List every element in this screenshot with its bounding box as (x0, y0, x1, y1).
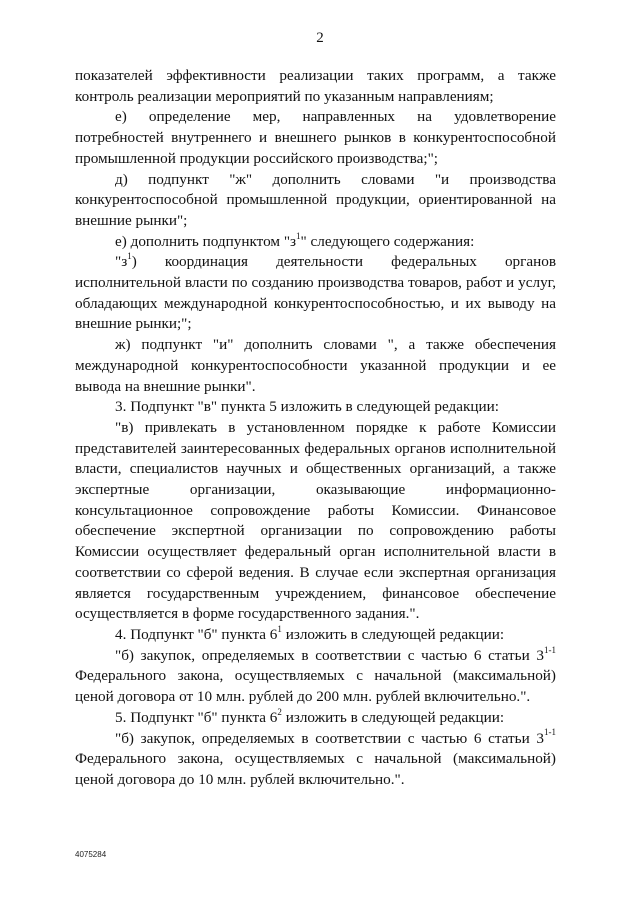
paragraph: "в) привлекать в установленном порядке к работе Комиссии представителей заинтересованных федеральных органов исполнительной власти, специалистов научных и общественных организаций, а также экспертные организации, оказывающие информационно-консультационное сопровождение работы Комиссии. Финансовое обеспечение экспертной организации по сопровождению работы Комиссии осуществляет федеральный орган исполнительной власти в соответствии со сферой ведения. В случае если экспертная организация является государственным учреждением, финансовое обеспечение осуществляется в форме государственного задания.". (75, 418, 556, 623)
page-number: 2 (316, 30, 324, 46)
text-run: "б) закупок, определяемых в соответствии с частью 6 статьи 3 (115, 646, 544, 664)
superscript: 1-1 (544, 644, 556, 655)
paragraph (75, 232, 556, 253)
text-run: " следующего содержания: (300, 232, 475, 250)
superscript: 2 (277, 706, 282, 717)
text-run: изложить в следующей редакции: (281, 625, 505, 643)
text-run: "б) закупок, определяемых в соответствии с частью 6 статьи 3 (115, 729, 544, 747)
paragraph (75, 252, 556, 335)
paragraph (75, 708, 556, 729)
text-run: Федерального закона, осуществляемых с начальной (максимальной) ценой договора до 10 млн. рублей включительно.". (75, 750, 556, 788)
paragraph (75, 625, 556, 646)
paragraph: 3. Подпункт "в" пункта 5 изложить в следующей редакции: (115, 398, 499, 416)
superscript: 1 (296, 230, 301, 241)
paragraph: ж) подпункт "и" дополнить словами ", а также обеспечения международной конкурентоспособности указанной продукции и ее вывода на внешние рынки". (75, 336, 556, 395)
paragraph (75, 729, 556, 791)
document-code: 4075284 (75, 850, 107, 859)
text-run: е) дополнить подпунктом "з (115, 232, 297, 250)
text-run: "з (115, 253, 128, 271)
document-body (75, 66, 556, 791)
text-run: ) координация деятельности федеральных органов исполнительной власти по созданию производства товаров, работ и услуг, обладающих международной конкурентоспособностью, и их выводу на внешние рынки;"; (75, 253, 556, 333)
text-run: 4. Подпункт "б" пункта 6 (115, 625, 278, 643)
text-run: 5. Подпункт "б" пункта 6 (115, 708, 278, 726)
paragraph: е) определение мер, направленных на удовлетворение потребностей внутреннего и внешнего рынков в конкурентоспособной промышленной продукции российского производства;"; (75, 108, 556, 167)
superscript: 1 (127, 251, 132, 262)
paragraph: д) подпункт "ж" дополнить словами "и производства конкурентоспособной промышленной продукции, ориентированной на внешние рынки"; (75, 170, 556, 229)
paragraph (75, 646, 556, 708)
superscript: 1-1 (544, 727, 556, 738)
text-run: изложить в следующей редакции: (281, 708, 505, 726)
text-run: Федерального закона, осуществляемых с начальной (максимальной) ценой договора от 10 млн. рублей до 200 млн. рублей включительно.". (75, 667, 556, 706)
paragraph: показателей эффективности реализации таких программ, а также контроль реализации мероприятий по указанным направлениям; (75, 67, 556, 105)
superscript: 1 (277, 623, 282, 634)
